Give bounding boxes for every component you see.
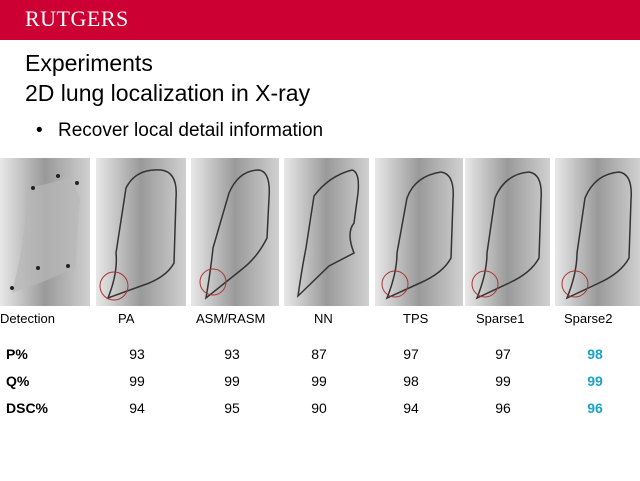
- method-label-detection: Detection: [0, 311, 55, 326]
- table-cell: 94: [403, 400, 419, 416]
- xray-image-tps: [375, 158, 463, 306]
- xray-image-sparse1: [465, 158, 550, 306]
- table-cell: 87: [311, 346, 327, 362]
- xray-image-sparse2: [555, 158, 640, 306]
- xray-image-nn: [284, 158, 369, 306]
- method-label-sparse2: Sparse2: [564, 311, 613, 326]
- table-cell: 93: [129, 346, 145, 362]
- method-label-nn: NN: [314, 311, 333, 326]
- table-cell: 97: [403, 346, 419, 362]
- bullet-dot-icon: •: [36, 120, 43, 141]
- bullet-item: [36, 120, 323, 142]
- slide-title: Experiments: [25, 50, 153, 76]
- xray-image-detection: [0, 158, 90, 306]
- xray-image-asm: [191, 158, 279, 306]
- slide-subtitle: 2D lung localization in X-ray: [25, 80, 311, 106]
- row-label: P%: [6, 346, 28, 362]
- table-cell: 90: [311, 400, 327, 416]
- table-cell: 98: [403, 373, 419, 389]
- method-label-tps: TPS: [403, 311, 429, 326]
- bullet-text: Recover local detail information: [58, 120, 324, 141]
- method-label-sparse1: Sparse1: [476, 311, 525, 326]
- table-cell: 99: [311, 373, 327, 389]
- method-label-pa: PA: [118, 311, 135, 326]
- table-cell: 97: [495, 346, 511, 362]
- table-cell-best: 96: [587, 400, 603, 416]
- rutgers-logo: RUTGERS: [25, 6, 129, 31]
- table-cell: 96: [495, 400, 511, 416]
- method-label-asm: ASM/RASM: [196, 311, 266, 326]
- table-cell: 99: [224, 373, 240, 389]
- row-label: DSC%: [6, 400, 49, 416]
- xray-image-pa: [96, 158, 186, 306]
- table-cell: 99: [495, 373, 511, 389]
- row-label: Q%: [6, 373, 30, 389]
- table-cell: 94: [129, 400, 145, 416]
- header-banner: [0, 0, 640, 40]
- table-cell: 99: [129, 373, 145, 389]
- table-cell: 95: [224, 400, 240, 416]
- table-cell: 93: [224, 346, 240, 362]
- table-cell-best: 98: [587, 346, 603, 362]
- table-cell-best: 99: [587, 373, 603, 389]
